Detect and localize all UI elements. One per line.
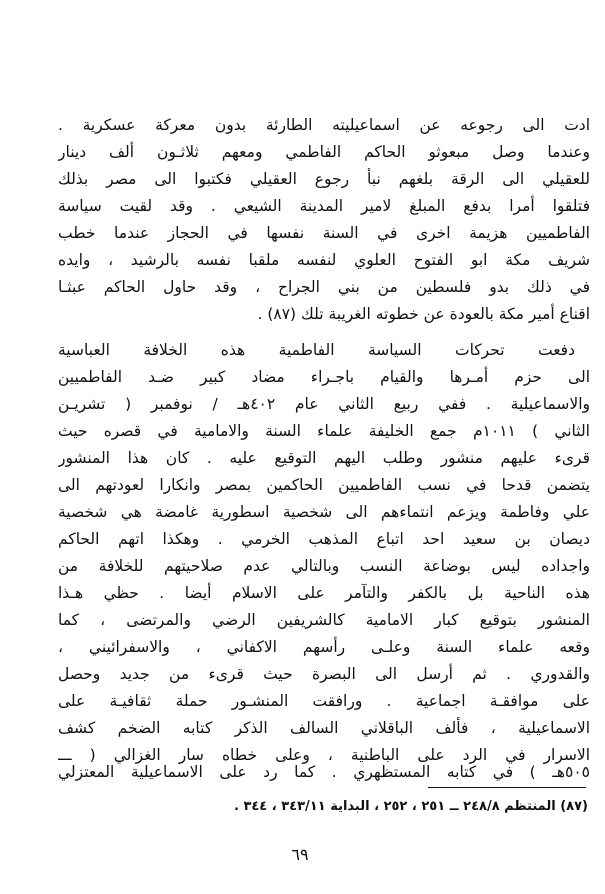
page-number: ٦٩ <box>291 845 309 864</box>
text-line: قرىء عليهم منشور وطلب اليهم التوقيع عليه . كان هذا المنشور <box>58 449 590 467</box>
text-line: اقناع أمير مكة بالعودة عن خطوته الغريبة تلك (٨٧) . <box>257 305 590 323</box>
text-line: والقدوري . ثم أرسل الى البصرة حيث قرىء من جديد وحصل <box>58 665 590 683</box>
text-line: والاسماعيلية . ففي ربيع الثاني عام ٤٠٢هـ / نوفمبر ( تشريـن <box>58 395 590 413</box>
text-line: ادت الى رجوعه عن اسماعيليته الطارئة بدون معركة عسكرية . <box>58 116 590 134</box>
text-line: على موافقـة اجماعية . ورافقت المنشـور حملة ثقافيـة على <box>58 692 590 710</box>
text-line: علي وفاطمة ويزعم انتماءهم الى شخصية اسطورية غامضة هي شخصية <box>58 503 590 521</box>
text-line: للعقيلي الى الرقة بلغهم نبأ رجوع العقيلي فكتبوا الى مصر بذلك <box>58 170 590 188</box>
text-line: هذه الناحية بل بالكفر والتآمر على الاسلام أيضا . حظي هـذا <box>58 584 590 602</box>
text-line: الفاطميين هزيمة اخرى في السنة نفسها في الحجاز عندما خطب <box>58 224 590 242</box>
footnote: (٨٧) المنتظم ٢٤٨/٨ ــ ٢٥١ ، ٢٥٢ ، البداية ٣٤٣/١١ ، ٣٤٤ . <box>233 799 588 814</box>
text-line: المنشور بتوقيع كبار الامامية كالشريفين الرضي والمرتضى ، كما <box>58 611 590 629</box>
text-line: شريف مكة ابو الفتوح العلوي لنفسه ملقبا نفسه بالرشيد ، وايده <box>58 251 590 269</box>
text-line: في ذلك بدو فلسطين من بني الجراح ، وقد حاول الحاكم عبثـا <box>58 278 590 296</box>
text-line: فتلقوا أمرا بدفع المبلغ لامير المدينة الشيعي . وقد لقيت سياسة <box>58 197 590 215</box>
footnote-divider <box>428 787 586 788</box>
text-line: الاسرار في الرد على الباطنية ، وعلى خطاه سار الغزالي ( ـــ <box>58 746 590 764</box>
text-line: ديصان بن سعيد احد اتباع المذهب الخرمي . وهكذا اتهم الحاكم <box>58 530 590 548</box>
text-line: وعندما وصل مبعوثو الحاكم الفاطمي ومعهم ثلاثـون ألف دينار <box>58 143 590 161</box>
text-line: الثاني ) ١٠١١م جمع الخليفة علماء السنة والامامية في قصره حيث <box>58 422 590 440</box>
text-line: دفعت تحركات السياسة الفاطمية هذه الخلافة العباسية <box>58 341 575 359</box>
text-line: الى حزم أمـرها والقيام باجـراء مضاد كبير ضـد الفاطميين <box>58 368 590 386</box>
text-line: يتضمن قدحا في نسب الفاطميين الحاكمين بمصر وانكارا لعودتهم الى <box>58 476 590 494</box>
text-line: ٥٠٥هـ ) في كتابه المستظهري . كما رد على الاسماعيلية المعتزلي <box>58 763 590 781</box>
text-line: واجداده ليس بوضاعة النسب وبالتالي عدم صلاحيتهم للخلافة من <box>58 557 590 575</box>
text-line: الاسماعيلية ، فألف الباقلاني السالف الذكر كتابه الضخم كشف <box>58 719 590 737</box>
text-line: وقعه علماء السنة وعلـى رأسهم الاكفاني ، والاسفرائيني ، <box>58 638 590 656</box>
